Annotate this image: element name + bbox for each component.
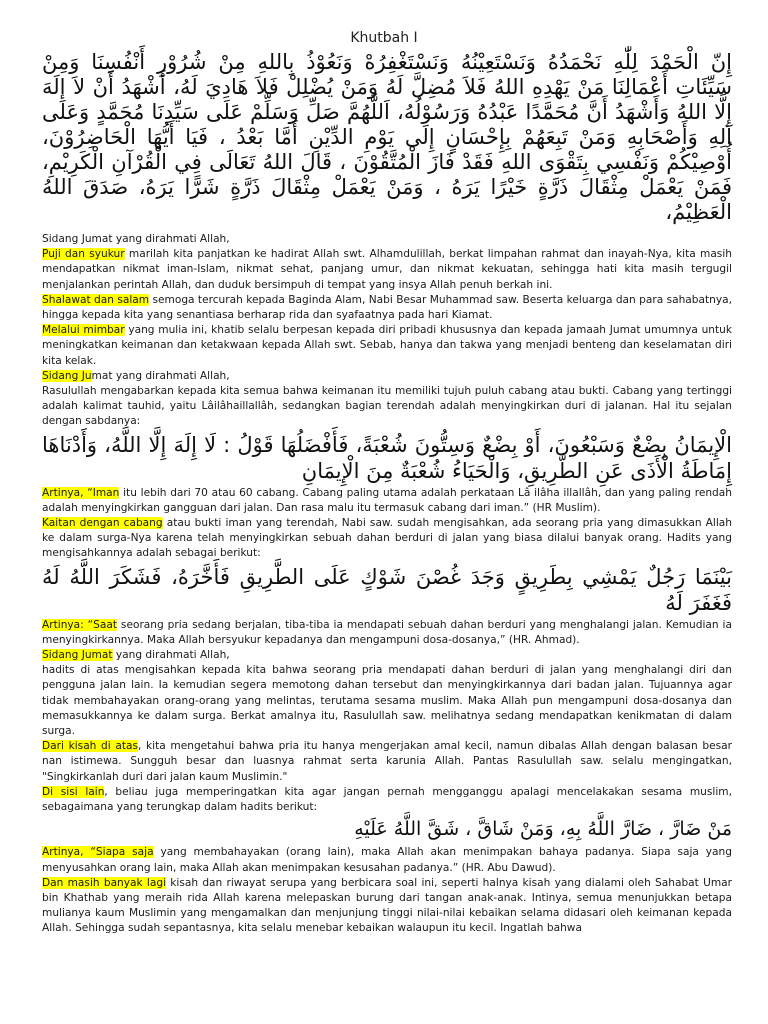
- highlighted-lead-text: Shalawat dan salam: [42, 293, 150, 306]
- hadith-arabic-2: بَيْنَمَا رَجُلٌ يَمْشِي بِطَرِيقٍ وَجَدَ غُصْنَ شَوْكٍ عَلَى الطَّرِيقِ فَأَخَّرَهُ، فَشَكَرَ اللَّهُ لَهُ فَغَفَرَ لَهُ: [42, 564, 732, 615]
- highlighted-lead-text: Sidang Ju: [42, 369, 92, 382]
- highlighted-lead-text: Artinya: “Saat: [42, 618, 118, 631]
- paragraph: [42, 323, 732, 369]
- highlighted-lead-text: Melalui mimbar: [42, 324, 125, 337]
- paragraph-text: semoga tercurah kepada Baginda Alam, Nabi Besar Muhammad saw. Beserta keluarga dan para sahabatnya, hingga kepada kita yang senantiasa berharap rida dan syafaatnya pada hari Kiamat.: [42, 293, 732, 322]
- highlighted-lead-text: Dan masih banyak lagi: [42, 876, 167, 889]
- paragraph: [42, 232, 732, 247]
- hadith-arabic-1: الْإِيمَانُ بِضْعٌ وَسَبْعُونَ، أَوْ بِضْعٌ وَسِتُّونَ شُعْبَةً، فَأَفْضَلُهَا قَوْلُ : لَا إِلَهَ إِلَّا اللَّهُ، وَأَدْنَاهَا إِمَاطَةُ الْأَذَى عَنِ الطَّرِيقِ، وَالْحَيَاءُ شُعْبَةٌ مِنَ الْإِيمَانِ: [42, 432, 732, 483]
- paragraph: [42, 845, 732, 875]
- paragraph-text: , kita mengetahui bahwa pria itu hanya mengerjakan amal kecil, namun dibalas Allah dengan balasan besar nan istimewa. Sungguh besar dan luasnya rahmat serta karunia Allah. Pantas Rasulullah saw. selalu mengingatkan, "Singkirkanlah duri dari jalan kaum Muslimin.": [42, 740, 732, 783]
- paragraph: [42, 618, 732, 648]
- paragraph: [42, 516, 732, 562]
- highlighted-lead-text: Sidang Jumat: [42, 649, 113, 662]
- highlighted-lead-text: Di sisi lain: [42, 785, 105, 798]
- paragraph-text: Rasulullah mengabarkan kepada kita semua bahwa keimanan itu memiliki tujuh puluh cabang atau bukti. Cabang yang tertinggi adalah kalimat tauhid, yaitu Lâilâhaillallâh, sedangkan bagian terendah adalah menyingkirkan duri di jalanan. Hal itu sejalan dengan sabdanya:: [42, 385, 732, 428]
- paragraph-group-4: [42, 845, 732, 936]
- highlighted-lead-text: Dari kisah di atas: [42, 740, 139, 753]
- sermon-body: [42, 232, 732, 937]
- paragraph: [42, 739, 732, 785]
- paragraph-text: marilah kita panjatkan ke hadirat Allah swt. Alhamdulillah, berkat limpahan rahmat dan inayah-Nya, kita masih mendapatkan nikmat iman-Islam, nikmat sehat, panjang umur, dan nikmat kekuatan, sehingga hati kita masih tergugil menjalankan perintah Allah, dan duduk bersimpuh di tempat yang insya Allah penuh berkah ini.: [42, 248, 732, 291]
- paragraph: [42, 293, 732, 323]
- page-title: Khutbah I: [350, 30, 418, 46]
- paragraph-text: yang membahayakan (orang lain), maka Allah akan menimpakan bahaya padanya. Siapa saja yang menyusahkan orang lain, maka Allah akan menimpakan kesusahan padanya.” (HR. Abu Dawud).: [42, 846, 732, 874]
- paragraph-group-1: [42, 232, 732, 430]
- paragraph-text: itu lebih dari 70 atau 60 cabang. Cabang paling utama adalah perkataan Lâ ilâha illallâh, dan yang paling rendah adalah menyingkirkan gangguan dari jalan. Dan rasa malu itu termasuk cabang dari iman.” (HR Muslim).: [42, 486, 732, 514]
- paragraph: [42, 663, 732, 739]
- paragraph-text: mat yang dirahmati Allah,: [91, 369, 230, 382]
- paragraph-text: yang mulia ini, khatib selalu berpesan kepada diri pribadi khususnya dan kepada jamaah Jumat umumnya untuk meningkatkan keimanan dan ketakwaan kepada Allah swt. Sebab, hanya dan takwa yang menjadi benteng dan keselamatan diri kita kelak.: [42, 324, 733, 367]
- paragraph: [42, 247, 732, 293]
- highlighted-lead-text: Puji dan syukur: [42, 248, 125, 261]
- paragraph-text: atau bukti iman yang terendah, Nabi saw. sudah mengisahkan, ada seorang pria yang dimasukkan Allah ke dalam surga-Nya karena telah menyingkirkan sebuah dahan berduri di jalan yang biasa dilalui banyak orang. Hadits yang mengisahkannya adalah sebagai berikut:: [42, 517, 732, 560]
- paragraph-text: , beliau juga memperingatkan kita agar jangan pernah mengganggu apalagi mencelakakan sesama muslim, sebagaimana yang terungkap dalam hadits berikut:: [42, 785, 732, 814]
- paragraph-text: seorang pria sedang berjalan, tiba-tiba ia mendapati sebuah dahan berduri yang menghalangi jalan. Kemudian ia menyingkirkannya. Maka Allah bersyukur kepadanya dan mengampuni dosa-dosanya,” (HR. Ahmad).: [42, 618, 732, 646]
- paragraph: [42, 785, 732, 815]
- hadith-arabic-3: مَنْ ضَارَّ ، ضَارَّ اللَّهُ بِهِ، وَمَنْ شَاقَّ ، شَقَّ اللَّهُ عَلَيْهِ: [354, 818, 732, 841]
- paragraph: [42, 369, 732, 384]
- paragraph-group-2: [42, 486, 732, 562]
- paragraph-text: yang dirahmati Allah,: [112, 649, 230, 662]
- highlighted-lead-text: Kaitan dengan cabang: [42, 517, 163, 530]
- opening-arabic-text: إِنّ الْحَمْدَ لِلّٰهِ نَحْمَدُهُ وَنَسْتَعِيْنُهُ وَنَسْتَغْفِرُهْ وَنَعُوْذُ بِاللهِ مِنْ شُرُوْرِ أَنْفُسِنَا وَمِنْ سَيِّئَاتِ أَعْمَالِنَا مَنْ يَهْدِهِ اللهُ فَلاَ مُضِلَّ لَهُ وَمَنْ يُضْلِلْ فَلاَ هَادِيَ لَهُ، أَشْهَدُ أَنْ لاَ إِلَهَ إِلَّا اللهُ وَأَشْهَدُ أَنَّ مُحَمَّدًا عَبْدُهُ وَرَسُوْلُهُ، اَللَّهُمَّ صَلِّ وَسَلِّمْ عَلَى سَيِّدِنَا مُحَمَّدٍ وَعَلى آلِهِ وَأَصْحَابِهِ وَمَنْ تَبِعَهُمْ بِإِحْسَانٍ إِلَى يَوْمِ الدِّيْنِ أَمَّا بَعْدُ ، فَيَا أَيُّهَا الْحَاضِرُوْنَ، أُوْصِيْكُمْ وَنَفْسِي بِتَقْوَى اللهِ فَقَدْ فَازَ الْمُتَّقُوْنَ ، قَالَ اللهُ تَعَالَى فِي الْقُرْآنِ الْكَرِيْمِ، فَمَنْ يَعْمَلْ مِثْقَالَ ذَرَّةٍ خَيْرًا يَرَهُ ، وَمَنْ يَعْمَلْ مِثْقَالَ ذَرَّةٍ شَرًّا يَرَهُ، صَدَقَ اللهُ الْعَظِيْمُ،: [42, 50, 732, 224]
- paragraph: [42, 876, 732, 937]
- paragraph-group-3: [42, 618, 732, 816]
- highlighted-lead-text: Artinya, “Iman: [42, 486, 120, 499]
- paragraph-text: Sidang Jumat yang dirahmati Allah,: [42, 233, 230, 245]
- paragraph: [42, 486, 732, 516]
- paragraph-text: hadits di atas mengisahkan kepada kita bahwa seorang pria mendapati dahan berduri di jalan yang menghalangi diri dan pengguna jalan lain. Ia kemudian segera memotong dahan tersebut dan menyingkirkannya dari badan jalan. Tujuannya agar tidak membahayakan orang-orang yang melintas, terutama sesama muslim. Maka Allah pun mengampuni dosa-dosanya dan memasukkannya ke dalam surga. Berkat amalnya itu, Rasulullah saw. melihatnya sedang mendapatkan kenikmatan di dalam surga.: [42, 664, 732, 738]
- paragraph-text: kisah dan riwayat serupa yang berbicara soal ini, seperti halnya kisah yang dialami oleh Sahabat Umar bin Khathab yang meraih rida Allah karena melepaskan burung dari tangan anak-anak. Intinya, semua menunjukkan betapa mulianya kaum Muslimin yang mengamalkan dan menjunjung tinggi nilai-nilai kebaikan selama didasari oleh keimanan kepada Allah. Sehingga sudah sepantasnya, kita selalu menebar kebaikan walaupun itu kecil. Ingatlah bahwa: [42, 876, 732, 935]
- paragraph: [42, 648, 732, 663]
- paragraph: [42, 384, 732, 430]
- highlighted-lead-text: Artinya, “Siapa saja: [42, 846, 154, 859]
